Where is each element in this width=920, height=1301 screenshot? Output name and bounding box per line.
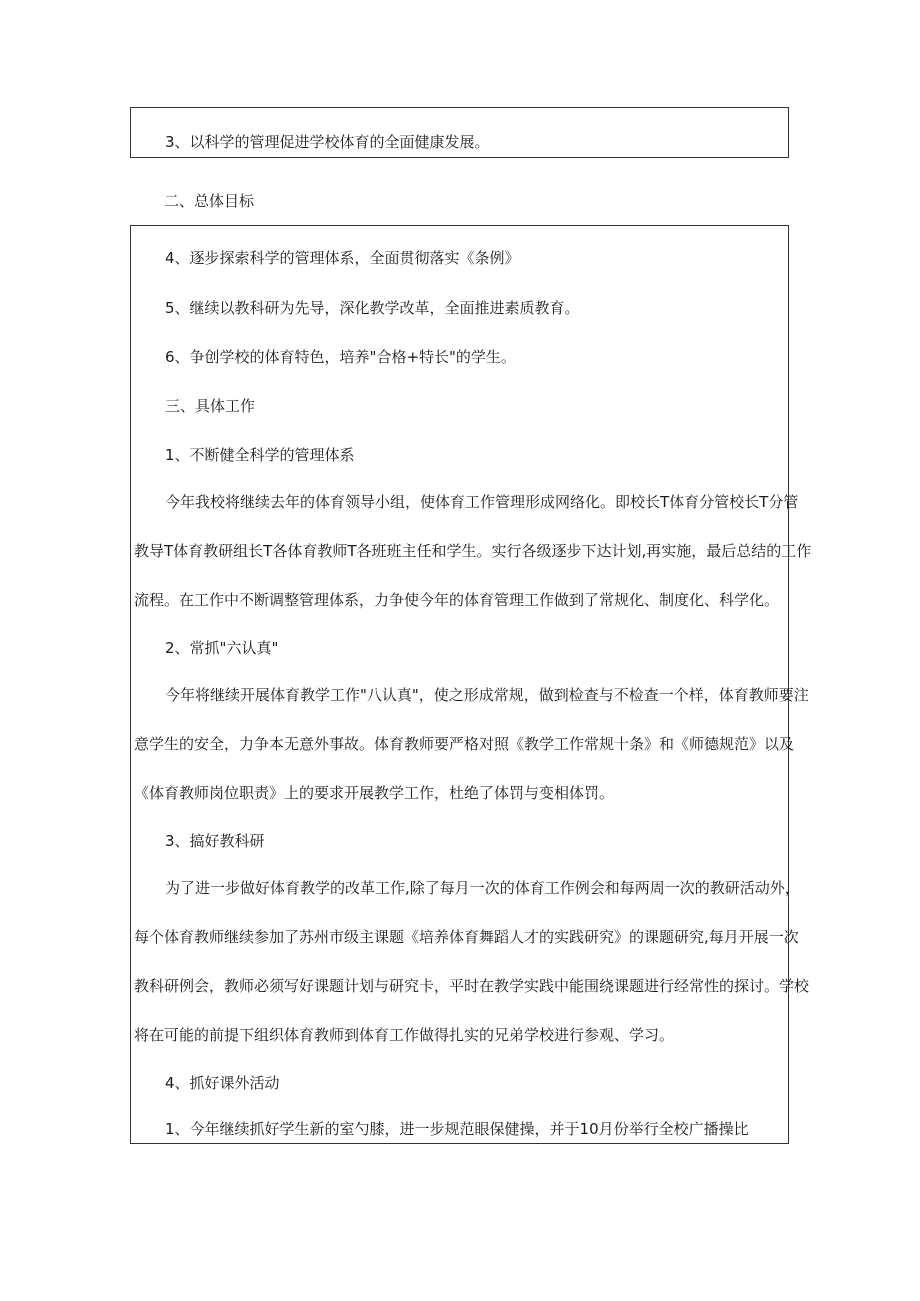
subheading-teaching-research: 3、搞好教科研	[165, 832, 265, 850]
paragraph-line: 今年将继续开展体育教学工作"八认真"，使之形成常规，做到检查与不检查一个样，体育教师要注	[165, 686, 809, 704]
goal-item-3: 3、以科学的管理促进学校体育的全面健康发展。	[165, 133, 490, 151]
paragraph-line: 1、今年继续抓好学生新的室勺膝，进一步规范眼保健操，并于10月份举行全校广播操比	[165, 1120, 749, 1138]
subheading-six-diligence: 2、常抓"六认真"	[165, 639, 279, 657]
paragraph-line: 今年我校将继续去年的体育领导小组，使体育工作管理形成网络化。即校长T体育分管校长T分管	[165, 493, 799, 511]
goal-item-4: 4、逐步探索科学的管理体系，全面贯彻落实《条例》	[165, 249, 520, 267]
paragraph-line: 将在可能的前提下组织体育教师到体育工作做得扎实的兄弟学校进行参观、学习。	[134, 1026, 675, 1044]
paragraph-line: 意学生的安全，力争本无意外事故。体育教师要严格对照《教学工作常规十条》和《师德规范》以及	[134, 735, 795, 753]
main-text-box	[130, 225, 812, 1144]
goal-item-6: 6、争创学校的体育特色，培养"合格+特长"的学生。	[165, 348, 516, 366]
paragraph-line: 每个体育教师继续参加了苏州市级主课题《培养体育舞蹈人才的实践研究》的课题研究,每月开展一次	[134, 928, 799, 946]
paragraph-line: 为了进一步做好体育教学的改革工作,除了每月一次的体育工作例会和每两周一次的教研活动外，	[165, 879, 800, 897]
section-heading-overall-goals: 二、总体目标	[164, 192, 255, 210]
paragraph-line: 教导T体育教研组长T各体育教师T各班班主任和学生。实行各级逐步下达计划,再实施，最后总结的工作	[134, 542, 812, 560]
section-heading-specific-work: 三、具体工作	[165, 397, 256, 415]
subheading-management-system: 1、不断健全科学的管理体系	[165, 446, 355, 464]
paragraph-line: 流程。在工作中不断调整管理体系，力争使今年的体育管理工作做到了常规化、制度化、科学化。	[134, 591, 780, 609]
paragraph-line: 教科研例会，教师必须写好课题计划与研究卡，平时在教学实践中能围绕课题进行经常性的探讨。学校	[134, 977, 810, 995]
subheading-extracurricular: 4、抓好课外活动	[165, 1074, 280, 1092]
top-text-box	[130, 107, 789, 158]
paragraph-line: 《体育教师岗位职责》上的要求开展教学工作，杜绝了体罚与变相体罚。	[134, 784, 615, 802]
goal-item-5: 5、继续以教科研为先导，深化教学改革，全面推进素质教育。	[165, 299, 580, 317]
